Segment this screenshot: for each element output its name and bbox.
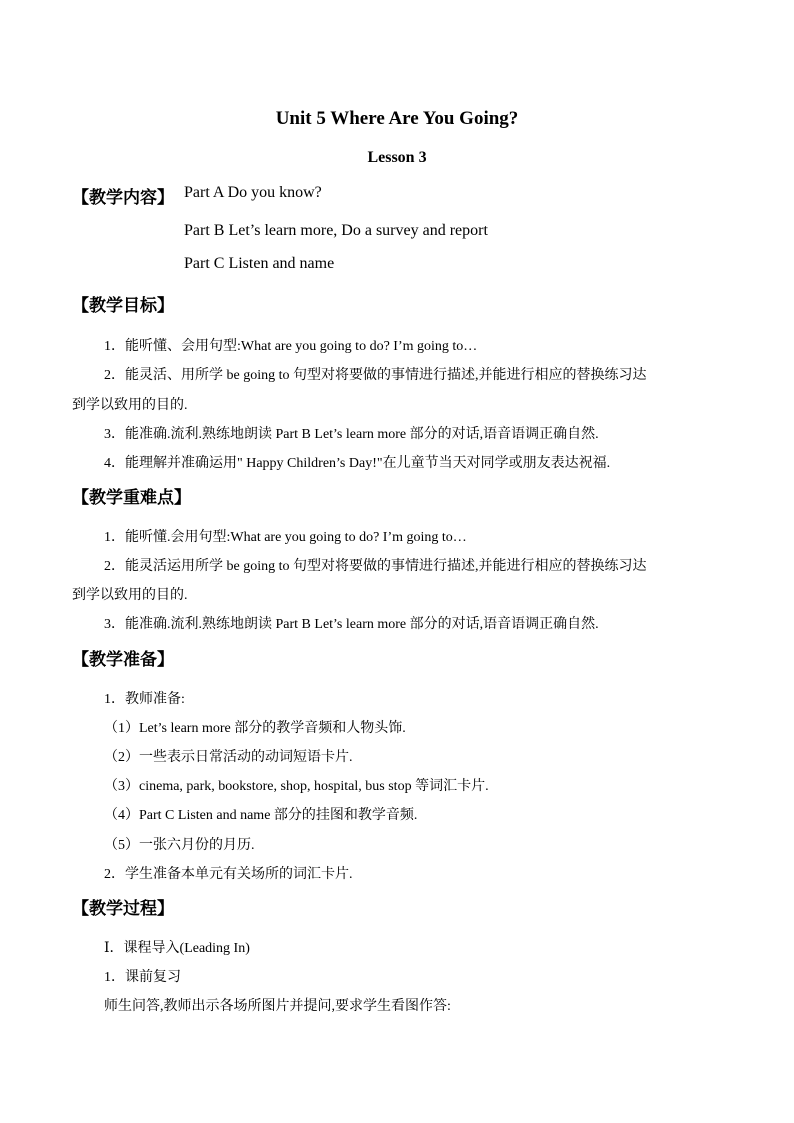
objective-item: 4．能理解并准确运用" Happy Children’s Day!"在儿童节当天对同学或朋友表达祝福. [104,456,611,471]
section-label-preparation: 【教学准备】 [72,650,174,670]
process-item: 师生问答,教师出示各场所图片并提问,要求学生看图作答: [104,999,451,1014]
key-point-item: 2．能灵活运用所学 be going to 句型对将要做的事情进行描述,并能进行相应的替换练习达 [104,559,647,574]
key-point-item: 到学以致用的目的. [72,588,188,603]
objective-item: 1．能听懂、会用句型:What are you going to do? I’m going to… [104,339,478,354]
preparation-item: 1．教师准备: [104,692,185,707]
key-point-item: 3．能准确.流利.熟练地朗读 Part B Let’s learn more 部分的对话,语音语调正确自然. [104,617,599,632]
objective-item: 到学以致用的目的. [72,398,188,413]
content-line: Part C Listen and name [184,255,335,272]
content-line: Part A Do you know? [184,184,322,201]
preparation-item: （4）Part C Listen and name 部分的挂图和教学音频. [104,808,418,823]
preparation-item: （3）cinema, park, bookstore, shop, hospital, bus stop 等词汇卡片. [104,779,489,794]
process-item: 1．课前复习 [104,970,181,985]
objective-item: 3．能准确.流利.熟练地朗读 Part B Let’s learn more 部分的对话,语音语调正确自然. [104,427,599,442]
section-label-content: 【教学内容】 [72,188,174,208]
preparation-item: （2）一些表示日常活动的动词短语卡片. [104,750,353,765]
preparation-item: （1）Let’s learn more 部分的教学音频和人物头饰. [104,721,406,736]
section-label-process: 【教学过程】 [72,899,174,919]
process-item: Ⅰ．课程导入(Leading In) [104,941,250,956]
objective-item: 2．能灵活、用所学 be going to 句型对将要做的事情进行描述,并能进行相应的替换练习达 [104,368,647,383]
section-label-key-points: 【教学重难点】 [72,488,191,508]
preparation-item: （5）一张六月份的月历. [104,838,255,853]
document-title: Unit 5 Where Are You Going? [275,108,519,129]
content-line: Part B Let’s learn more, Do a survey and report [184,222,488,239]
preparation-item: 2．学生准备本单元有关场所的词汇卡片. [104,867,353,882]
section-label-objectives: 【教学目标】 [72,296,174,316]
key-point-item: 1．能听懂.会用句型:What are you going to do? I’m going to… [104,530,467,545]
lesson-subtitle: Lesson 3 [367,149,427,166]
